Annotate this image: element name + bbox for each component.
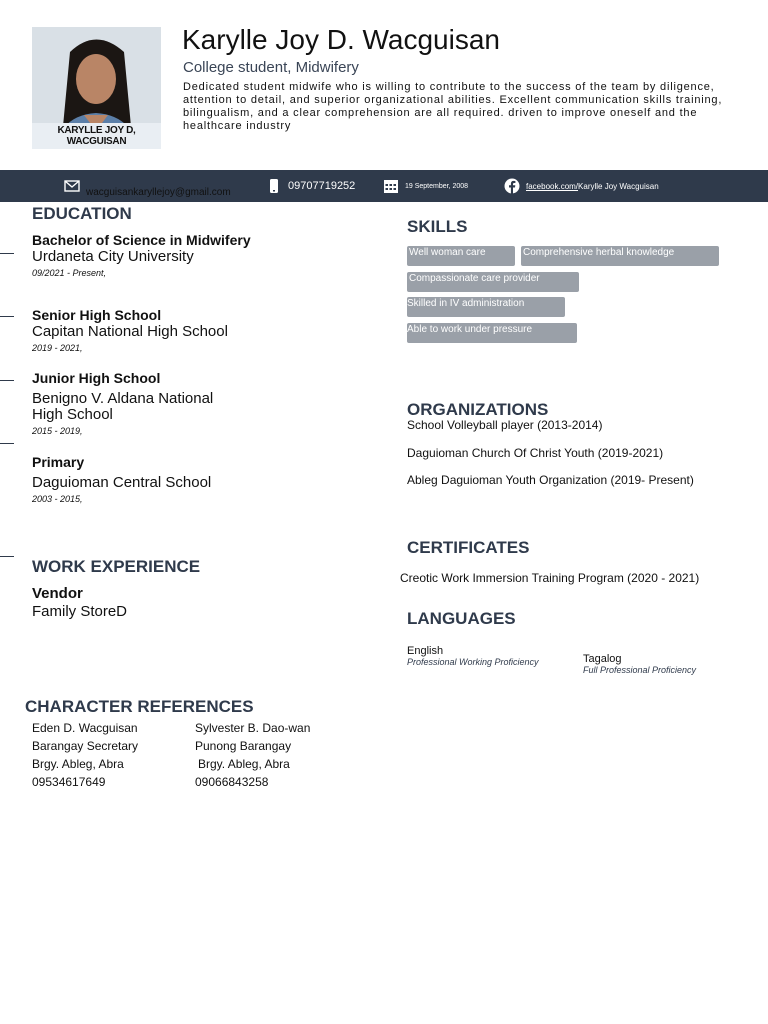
reference-name: Eden D. Wacguisan [32,721,138,735]
education-heading: EDUCATION [32,204,132,223]
education-date: 09/2021 - Present, [32,268,107,278]
reference-phone: 09066843258 [195,775,269,789]
profile-summary: Dedicated student midwife who is willing to contribute to the success of the team by diligence, attention to detail, and superior organizational abilities. Excellent communication skills training, bilingualism, and a clear comprehension are all required. driven to improve oneself and the healthcare industry [183,81,723,132]
language-item [407,645,539,667]
reference-position: Punong Barangay [195,739,292,753]
contact-facebook[interactable] [504,170,659,202]
language-name: English [407,645,444,657]
person-role: College student, Midwifery [183,59,359,76]
skills-heading: SKILLS [407,217,468,236]
phone-text: 09707719252 [288,180,356,192]
skill-chip: Able to work under pressure [407,323,577,343]
education-school: Benigno V. Aldana National High School [32,390,214,423]
email-text[interactable]: wacguisankaryllejoy@gmail.com [86,187,231,198]
reference-card [32,719,138,791]
timeline-tick [0,316,14,317]
facebook-link[interactable]: facebook.com/ [526,181,579,191]
organization-item: Ableg Daguioman Youth Organization (2019- Present) [407,473,694,487]
reference-position: Barangay Secretary [32,739,139,753]
person-name: Karylle Joy D. Wacguisan [182,24,500,55]
work-heading: WORK EXPERIENCE [32,557,201,576]
skill-chip: Well woman care [407,246,515,266]
photo-caption: KARYLLE JOY D, WACGUISAN [32,123,161,149]
languages-heading: LANGUAGES [407,609,516,628]
reference-address: Brgy. Ableg, Abra [32,757,124,771]
envelope-icon [64,178,80,194]
language-level: Full Professional Proficiency [583,665,697,675]
certificate-item: Creotic Work Immersion Training Program (2020 - 2021) [400,571,700,585]
education-entry [32,307,228,353]
reference-name: Sylvester B. Dao-wan [195,721,311,735]
organization-item: School Volleyball player (2013-2014) [407,418,603,432]
contact-bar [0,170,768,202]
timeline-tick [0,556,14,557]
reference-card [195,719,310,791]
education-entry [32,370,242,436]
education-degree: Junior High School [32,370,161,386]
education-date: 2003 - 2015, [32,494,83,504]
timeline-tick [0,253,14,254]
reference-phone: 09534617649 [32,775,106,789]
facebook-name: Karylle Joy Wacguisan [578,181,659,191]
timeline-tick [0,443,14,444]
references-heading: CHARACTER REFERENCES [25,697,254,716]
profile-photo [32,27,161,149]
education-school: Urdaneta City University [32,248,194,265]
organizations-heading: ORGANIZATIONS [407,400,549,419]
education-school: Capitan National High School [32,323,228,340]
education-degree: Bachelor of Science in Midwifery [32,232,251,248]
work-position: Vendor [32,585,83,602]
language-item [583,653,696,675]
contact-phone [266,170,355,202]
education-school: Daguioman Central School [32,474,212,491]
education-degree: Senior High School [32,307,162,323]
certificates-heading: CERTIFICATES [407,538,530,557]
phone-icon [266,178,282,194]
reference-address: Brgy. Ableg, Abra [198,757,290,771]
language-name: Tagalog [583,653,622,665]
education-degree: Primary [32,454,85,470]
education-date: 2015 - 2019, [32,426,83,436]
timeline-tick [0,380,14,381]
contact-birthdate [383,170,468,202]
birthdate-text: 19 September, 2008 [405,182,469,190]
skill-chip: Comprehensive herbal knowledge [521,246,719,266]
facebook-icon [504,178,520,194]
language-level: Professional Working Proficiency [407,657,539,667]
contact-email[interactable] [64,170,254,202]
work-employer: Family StoreD [32,603,128,620]
education-date: 2019 - 2021, [32,343,83,353]
education-entry [32,454,211,504]
calendar-icon [383,178,399,194]
skill-chip: Compassionate care provider [407,272,579,292]
organization-item: Daguioman Church Of Christ Youth (2019-2021) [407,446,664,460]
education-entry [32,232,251,278]
skill-chip: Skilled in IV administration [407,297,565,317]
